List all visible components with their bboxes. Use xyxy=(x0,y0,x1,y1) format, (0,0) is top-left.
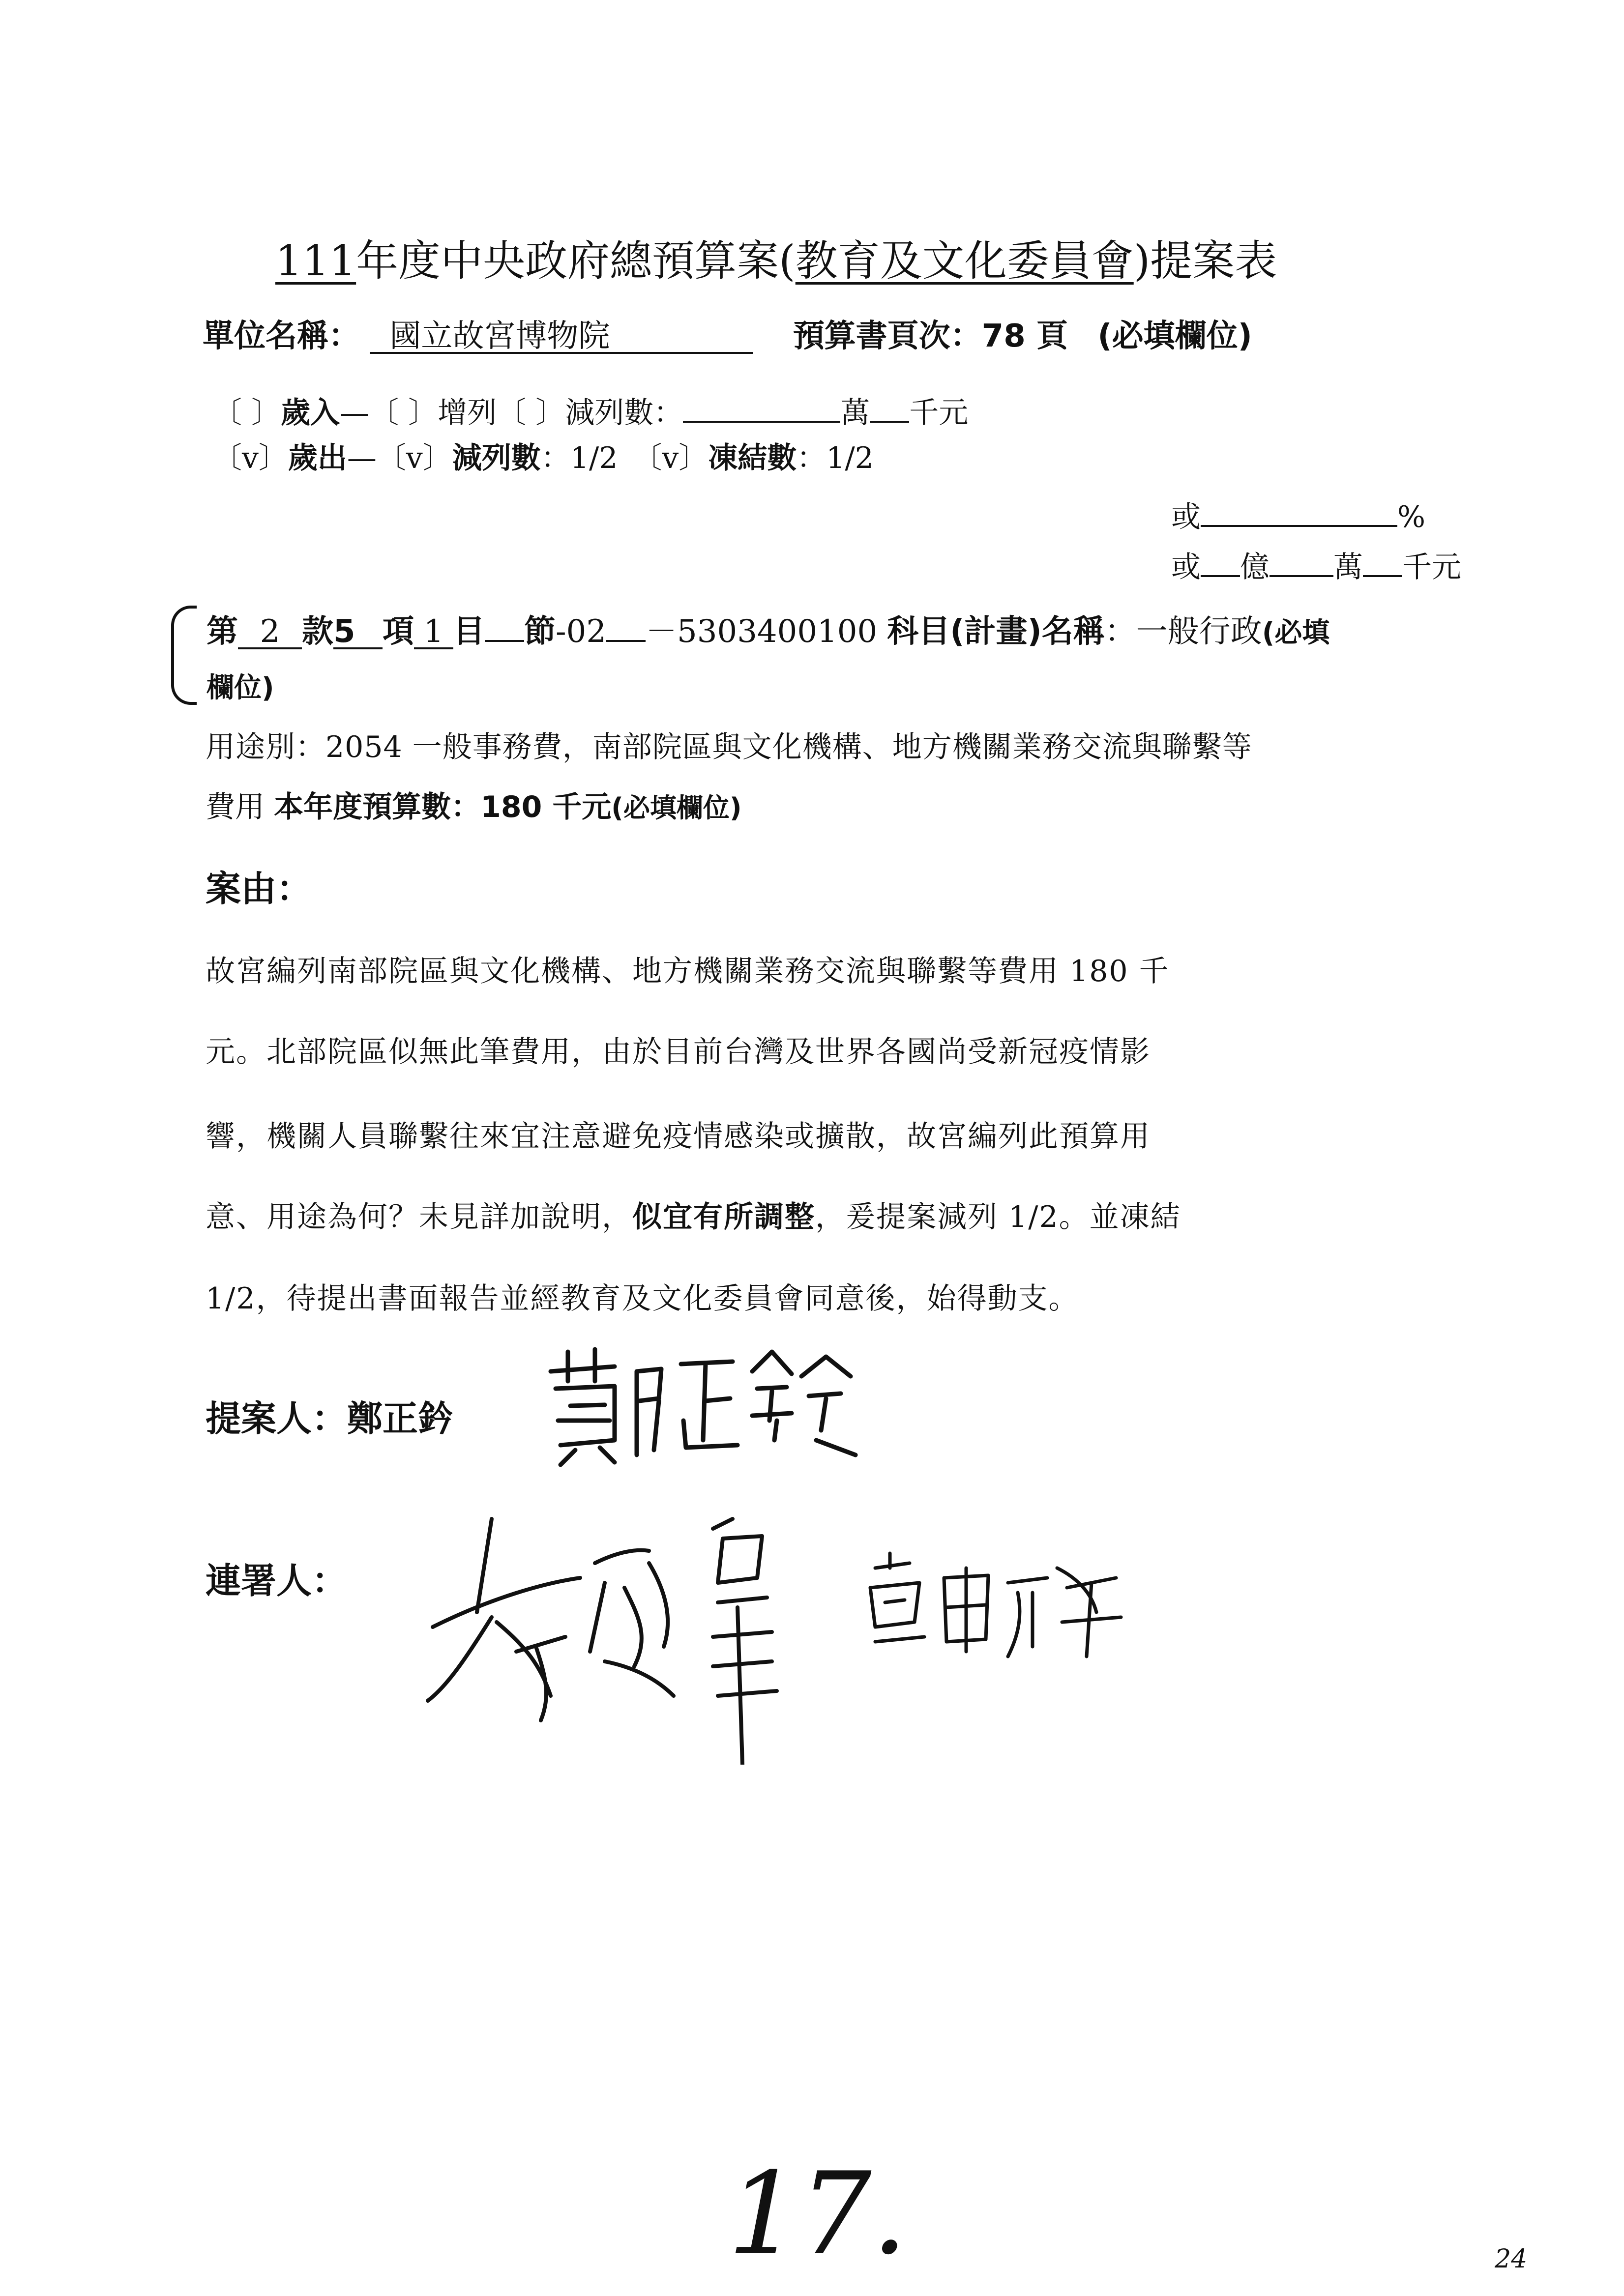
reason-line-1: 故宮編列南部院區與文化機構、地方機關業務交流與聯繫等費用 180 千 xyxy=(206,954,1170,988)
item-jie-blank xyxy=(485,609,524,642)
item-xiang-no: 5 xyxy=(333,616,383,649)
unit-required-note: (必填欄位) xyxy=(1097,318,1252,354)
expenditure-reduce-checkbox: 〔v〕 xyxy=(376,441,452,475)
revenue-reduce-checkbox: 〔 〕 xyxy=(497,396,565,430)
cosigner-signature-1 xyxy=(418,1489,860,1765)
reason-line-2: 元。北部院區似無此筆費用，由於目前台灣及世界各國尚受新冠疫情影 xyxy=(206,1035,1151,1069)
expenditure-reduce-label: 減列數 xyxy=(452,441,541,475)
item-kuan: 款 xyxy=(302,613,333,650)
item-code-a: -02 xyxy=(556,613,607,650)
cosigner-signature-2 xyxy=(860,1548,1136,1666)
item-jie: 節 xyxy=(524,613,556,650)
title-prefix: 年度中央政府總預算案( xyxy=(356,236,796,286)
revenue-line xyxy=(212,391,968,428)
usage-line-1: 用途別：2054 一般事務費，南部院區與文化機構、地方機關業務交流與聯繫等 xyxy=(206,730,1252,764)
reason-line-4-b: ，爰提案減列 1/2。並凍結 xyxy=(815,1200,1181,1234)
item-xiang: 項 xyxy=(383,613,414,650)
yi-blank xyxy=(1201,546,1240,577)
expenditure-label: 歲出 xyxy=(288,441,347,475)
item-line xyxy=(207,609,1329,649)
revenue-wan-unit: 萬 xyxy=(840,396,870,430)
usage-line-2 xyxy=(206,792,742,822)
reason-heading: 案由： xyxy=(206,868,312,909)
revenue-add-label: 增列 xyxy=(438,396,497,430)
item-mu-no: 1 xyxy=(414,616,453,649)
budget-required-note: (必填欄位) xyxy=(611,792,742,823)
reason-line-3: 響，機關人員聯繫往來宜注意避免疫情感染或擴散，故宮編列此預算用 xyxy=(206,1119,1151,1154)
or-percent-label: 或 xyxy=(1171,500,1201,534)
yi-unit: 億 xyxy=(1240,550,1270,584)
reason-emphasis: 似宜有所調整 xyxy=(632,1200,815,1234)
wan-unit: 萬 xyxy=(1333,550,1363,584)
expenditure-line xyxy=(212,443,874,473)
title-year: 111 xyxy=(275,236,356,286)
or-amount-label: 或 xyxy=(1171,550,1201,584)
item-code-blank xyxy=(606,609,646,642)
item-required-b: 欄位) xyxy=(207,672,274,704)
qian-blank xyxy=(1363,546,1402,577)
or-percent-line xyxy=(1171,495,1425,532)
qian-unit: 千元 xyxy=(1402,550,1461,584)
unit-label: 單位名稱： xyxy=(203,318,360,354)
usage-fee-label: 費用 xyxy=(206,790,274,824)
or-amount-line xyxy=(1171,546,1461,582)
unit-line xyxy=(203,320,1252,354)
revenue-reduce-label: 減列數： xyxy=(565,396,683,430)
wan-blank xyxy=(1270,546,1333,577)
reason-line-5: 1/2，待提出書面報告並經教育及文化委員會同意後，始得動支。 xyxy=(206,1281,1079,1316)
expenditure-dash: — xyxy=(347,441,377,475)
revenue-qian-blank xyxy=(870,391,909,423)
percent-blank xyxy=(1201,495,1397,527)
title-committee: 教育及文化委員會 xyxy=(795,236,1134,286)
cosigner-label: 連署人： xyxy=(206,1560,348,1601)
expenditure-checkbox: 〔v〕 xyxy=(212,441,288,475)
percent-sign: % xyxy=(1397,500,1426,534)
revenue-checkbox: 〔 〕 xyxy=(212,396,281,430)
title-suffix: )提案表 xyxy=(1133,236,1277,286)
revenue-qian-unit: 千元 xyxy=(909,396,969,430)
item-di: 第 xyxy=(207,613,238,650)
proposer-label: 提案人： xyxy=(206,1398,348,1439)
item-kuan-no: 2 xyxy=(238,616,302,649)
revenue-wan-blank xyxy=(683,391,840,423)
revenue-label: 歲入 xyxy=(281,396,340,430)
item-subject-label: 科目(計畫)名稱 xyxy=(887,613,1105,650)
unit-value-field xyxy=(370,320,753,354)
reason-line-4-a: 意、用途為何？未見詳加說明， xyxy=(206,1200,632,1234)
item-bracket xyxy=(171,606,197,705)
expenditure-reduce-value: ：1/2 xyxy=(540,441,618,475)
expenditure-freeze-checkbox: 〔v〕 xyxy=(632,441,709,475)
revenue-dash: — xyxy=(340,396,370,430)
expenditure-freeze-label: 凍結數 xyxy=(708,441,797,475)
page-number: 17. xyxy=(728,2149,908,2280)
item-subject-value: ：一般行政 xyxy=(1104,613,1262,650)
reason-line-4 xyxy=(206,1202,1181,1232)
budget-amount: 本年度預算數：180 千元 xyxy=(274,790,612,824)
budget-page-label: 預算書頁次：78 頁 xyxy=(793,318,1068,354)
proposer-line xyxy=(206,1398,454,1439)
expenditure-freeze-value: ：1/2 xyxy=(797,441,874,475)
unit-value: 國立故宮博物院 xyxy=(389,318,610,354)
revenue-add-checkbox: 〔 〕 xyxy=(369,396,438,430)
item-code-b: －5303400100 xyxy=(646,613,878,650)
corner-note: 24 xyxy=(1495,2244,1528,2274)
proposer-signature xyxy=(541,1342,865,1470)
form-title xyxy=(275,236,1277,286)
proposer-name: 鄭正鈐 xyxy=(347,1398,454,1439)
item-required-a: (必填 xyxy=(1262,617,1330,649)
item-mu: 目 xyxy=(453,613,485,650)
